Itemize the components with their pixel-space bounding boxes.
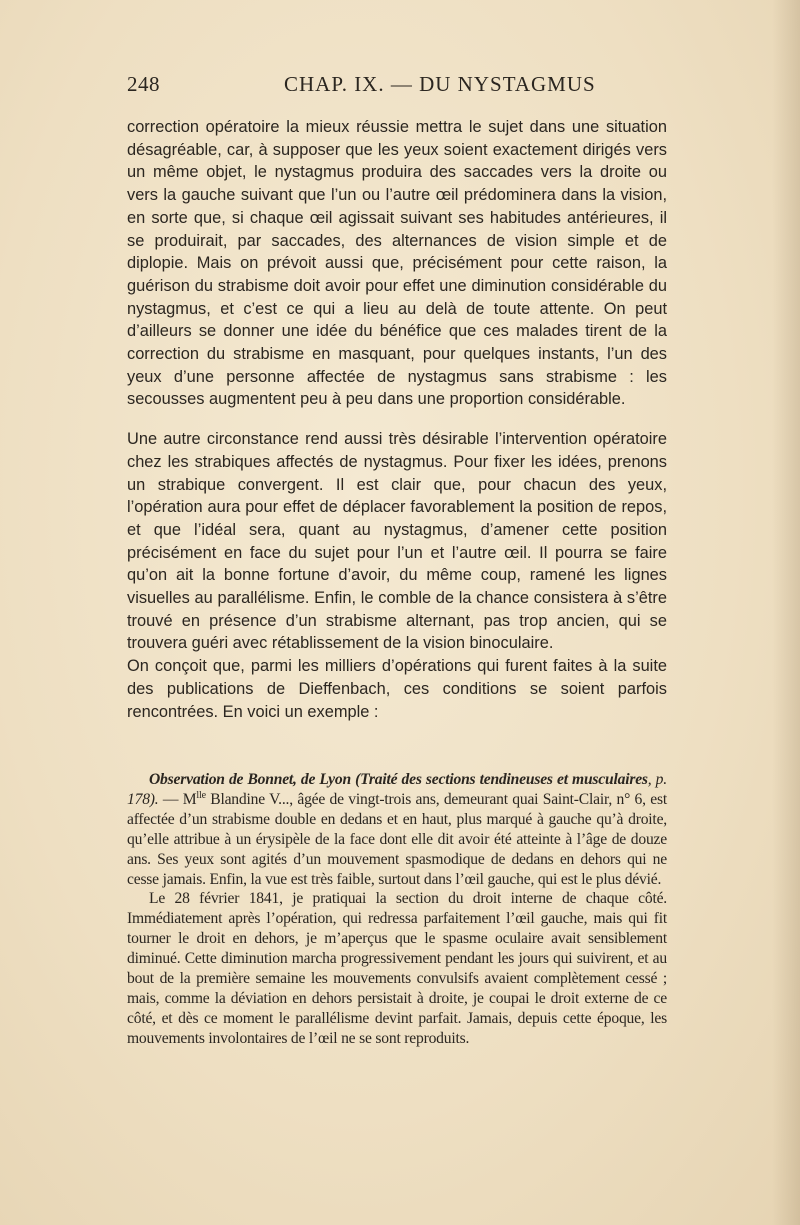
observation-text-part-1: — M xyxy=(158,790,197,808)
chapter-title: CHAP. IX. — DU NYSTAGMUS xyxy=(284,72,596,96)
main-text xyxy=(127,116,667,723)
running-head xyxy=(127,72,667,100)
observation-title-part-3: , p. 178). xyxy=(127,771,667,808)
observation-title-part-1: Observation de Bonnet, de Lyon ( xyxy=(149,771,361,788)
paragraph-1: correction opératoire la mieux réussie mettra le sujet dans une situation désagréable, car, à supposer que les yeux soient exactement dirigés vers un même objet, le nystagmus produira des saccades vers la droite ou vers la gauche suivant que l’un ou l’autre œil prédominera dans la vision, en sorte que, si chaque œil agissait suivant ses habitudes antérieures, il se produirait, par saccades, des alternances de vision simple et de diplopie. Mais on prévoit aussi que, précisément pour cette raison, la guérison du strabisme doit avoir pour effet une diminution considérable du nystagmus, et c’est ce qui a lieu au delà de toute attente. On peut d’ailleurs se donner une idée du bénéfice que ces malades tirent de la correction du strabisme en masquant, pour quelques instants, l’un des yeux d’une personne affectée de nystagmus sans strabisme : les secousses augmentent peu à peu dans une proportion considérable. xyxy=(127,118,667,409)
paragraph-2: Une autre circonstance rend aussi très désirable l’intervention opératoire chez les strabiques affectés de nystagmus. Pour fixer les idées, prenons un strabique convergent. Il est clair que, pour chacun des yeux, l’opération aura pour effet de déplacer favorablement la position de repos, et que l’idéal sera, quant au nystagmus, d’amener cette position précisément en face du sujet pour l’un et l’autre œil. Il pourra se faire qu’on ait la bonne fortune d’avoir, du même coup, ramené les lignes visuelles au parallélisme. Enfin, le comble de la chance consistera à s’être trouvé en présence d’un strabisme alternant, pas trop ancien, qui se trouvera guéri avec rétablissement de la vision binoculaire. xyxy=(127,430,667,653)
observation-title xyxy=(149,771,648,788)
observation-paragraph-2: Le 28 février 1841, je pratiquai la section du droit interne de chaque côté. Immédiatement après l’opération, qui redressa parfaitement l’œil gauche, mais qui fit tourner le droit en dehors, je m’aperçus que le spasme oculaire avait sensiblement diminué. Cette diminution marcha progressivement pendant les jours qui suivirent, et au bout de la première semaine les mouvements convulsifs avaient complètement cessé ; mais, comme la déviation en dehors persistait à droite, je coupai le droit externe de ce côté, et dès ce moment le parallélisme devint parfait. Jamais, depuis cette époque, les mouvements involontaires de l’œil ne se sont reproduits. xyxy=(127,890,667,1047)
observation-text-part-2: Blandine V..., âgée de vingt-trois ans, demeurant quai Saint-Clair, n° 6, est affectée d’un strabisme double en dedans et en haut, plus marqué à gauche qu’à droite, qu’elle attribue à un érysipèle de la face dont elle dit avoir été atteinte à l’âge de douze ans. Ses yeux sont agités d’un mouvement spasmodique de dedans en dehors qui ne cesse jamais. Enfin, la vue est très faible, surtout dans l’œil gauche, qui est le plus dévié. xyxy=(127,790,667,888)
observation-source-title: Traité des sections tendineuses et musculaires xyxy=(360,771,648,788)
page-number: 248 xyxy=(127,72,160,96)
observation-paragraph-1 xyxy=(127,770,667,889)
observation-superscript: lle xyxy=(196,789,206,801)
page-edge-shadow xyxy=(772,0,800,1225)
observation-block xyxy=(127,770,667,1049)
paragraph-3: On conçoit que, parmi les milliers d’opérations qui furent faites à la suite des publications de Dieffenbach, ces conditions se soient parfois rencontrées. En voici un exemple : xyxy=(127,657,667,721)
